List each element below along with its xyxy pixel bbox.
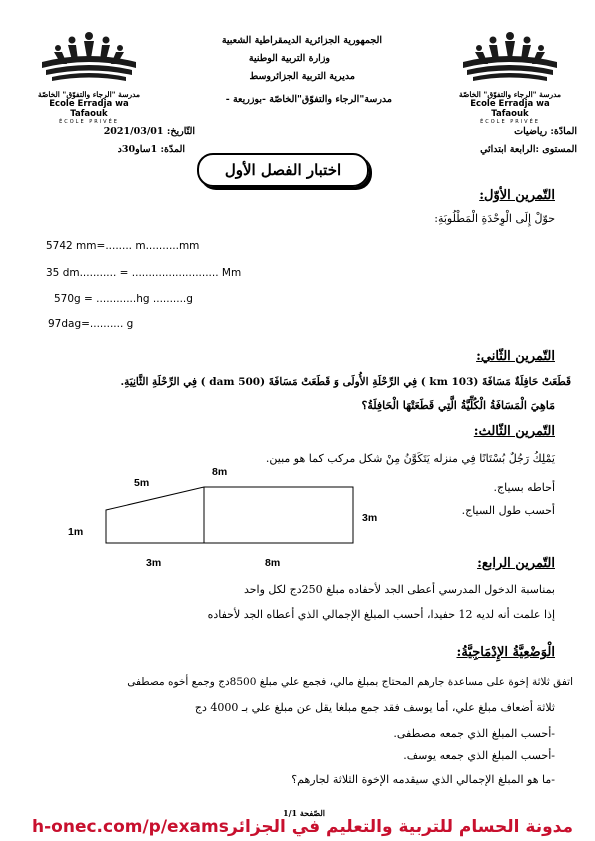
footer-url[interactable]: h-onec.com/p/exams bbox=[32, 817, 229, 837]
exercise1-heading: التّمرين الأوّل: bbox=[479, 188, 555, 203]
exercise2-line2: مَاهِيَ الْمَسَافَةُ الْكُلِّيَّةُ الَّتِي قَطَعَتْهَا الْحَافِلَةُ؟ bbox=[361, 399, 555, 412]
situation-line2: ثلاثة أضعاف مبلغ علي، أما يوسف فقد جمع مبلغا يقل عن مبلغ علي بـ 4000 دج bbox=[194, 701, 555, 714]
exercise1-instruction: حوّلْ إِلَى الْوِحْدَةِ الْمَطْلُوبَةِ: bbox=[434, 212, 555, 225]
garden-figure bbox=[105, 485, 355, 545]
garden-shape bbox=[106, 487, 353, 543]
logo-subtitle: ÉCOLE PRIVÉE bbox=[59, 119, 119, 125]
situation-question-1: -أحسب المبلغ الذي جمعه مصطفى. bbox=[393, 727, 555, 740]
dim-bottom-left: 3m bbox=[146, 557, 162, 569]
school-logo-icon bbox=[455, 28, 565, 86]
header-directorate: مديرية التربية الجزائروسط bbox=[249, 71, 355, 82]
conversion-item: 5742 mm=........ m..........mm bbox=[46, 240, 200, 252]
situation-question-3: -ما هو المبلغ الإجمالي الذي سيقدمه الإخوة الثلاثة لجارهم؟ bbox=[291, 773, 555, 786]
logo-arabic-name: مدرسة "الرجاء والتفوّق" الخاصّة bbox=[458, 90, 562, 99]
situation-line1: اتفق ثلاثة إخوة على مساعدة جارهم المحتاج بمبلغ مالي، فجمع علي مبلغ 8500دج وجمع أخوه مصطفى bbox=[127, 676, 573, 688]
exercise4-line1: بمناسبة الدخول المدرسي أعطى الجد لأحفاده مبلغ 250دج لكل واحد bbox=[243, 583, 555, 596]
situation-question-2: -أحسب المبلغ الذي جمعه يوسف. bbox=[403, 749, 555, 762]
logo-arabic-name: مدرسة "الرجاء والتفوّق" الخاصّة bbox=[37, 90, 141, 99]
school-logo-right bbox=[455, 28, 565, 125]
logo-latin-name: Ecole Erradja wa Tafaouk bbox=[49, 99, 129, 119]
duration-label: المدّة: 1ساو30د bbox=[117, 144, 185, 155]
conversion-item: 97dag=.......... g bbox=[48, 318, 134, 330]
exercise3-line2: أحاطه بسياج. bbox=[493, 481, 555, 494]
subject-label: المادّة: رياضيات bbox=[514, 126, 577, 137]
exercise4-line2: إذا علمت أنه لديه 12 حفيدا، أحسب المبلغ الإجمالي الذي أعطاه الجد لأحفاده bbox=[207, 608, 555, 621]
dim-right: 3m bbox=[362, 512, 378, 524]
exercise3-heading: التّمرين الثّالث: bbox=[473, 424, 555, 439]
header-ministry: وزارة التربية الوطنية bbox=[248, 53, 330, 64]
school-logo-left bbox=[34, 28, 144, 125]
exercise4-heading: التّمرين الرابع: bbox=[477, 556, 555, 571]
dim-top-right: 8m bbox=[212, 466, 228, 478]
dim-bottom-right: 8m bbox=[265, 557, 281, 569]
page-number: الصّفحة 1/1 bbox=[283, 808, 325, 818]
conversion-item: 35 dm........... = .......................... Mm bbox=[46, 267, 242, 279]
footer-blog-name: مدونة الحسام للتربية والتعليم في الجزائر bbox=[228, 817, 573, 837]
logo-latin-name: Ecole Erradja wa Tafaouk bbox=[470, 99, 550, 119]
exam-title: اختبار الفصل الأول bbox=[197, 153, 369, 187]
dim-top-left: 5m bbox=[134, 477, 150, 489]
exercise2-heading: التّمرين الثّاني: bbox=[476, 349, 555, 364]
conversion-item: 570g = ............hg ..........g bbox=[54, 293, 193, 305]
level-label: المستوى :الرابعة ابتدائي bbox=[480, 144, 577, 155]
school-logo-icon bbox=[34, 28, 144, 86]
logo-subtitle: ÉCOLE PRIVÉE bbox=[480, 119, 540, 125]
exercise2-line1: قَطَعَتْ حَافِلَةٌ مَسَافَةَ (103 km ) فِي الرِّحْلَةِ الأُولَى وَ قَطَعَتْ مَسَافَةَ (500 dam ) فِي الرِّحْلَةِ الثَّانِيَةِ. bbox=[120, 376, 571, 388]
date-label: التّاريخ: 2021/03/01 bbox=[103, 126, 195, 137]
dim-left: 1m bbox=[68, 526, 84, 538]
header-republic: الجمهورية الجزائرية الديمقراطية الشعبية bbox=[221, 35, 382, 46]
exercise3-line1: يَمْلِكُ رَجُلٌ بُسْتَانًا فِي منزله يَتَكَوَّنُ مِنْ شكل مركب كما هو مبين. bbox=[265, 452, 555, 465]
header-school: مدرسة"الرجاء والتفوّق"الخاصّة -بوزريعة - bbox=[225, 94, 392, 105]
situation-heading: الْوَضْعِيَّةُ الإِدْمَاجِيَّةُ: bbox=[456, 645, 555, 660]
exercise3-line3: أحسب طول السياج. bbox=[461, 504, 555, 517]
